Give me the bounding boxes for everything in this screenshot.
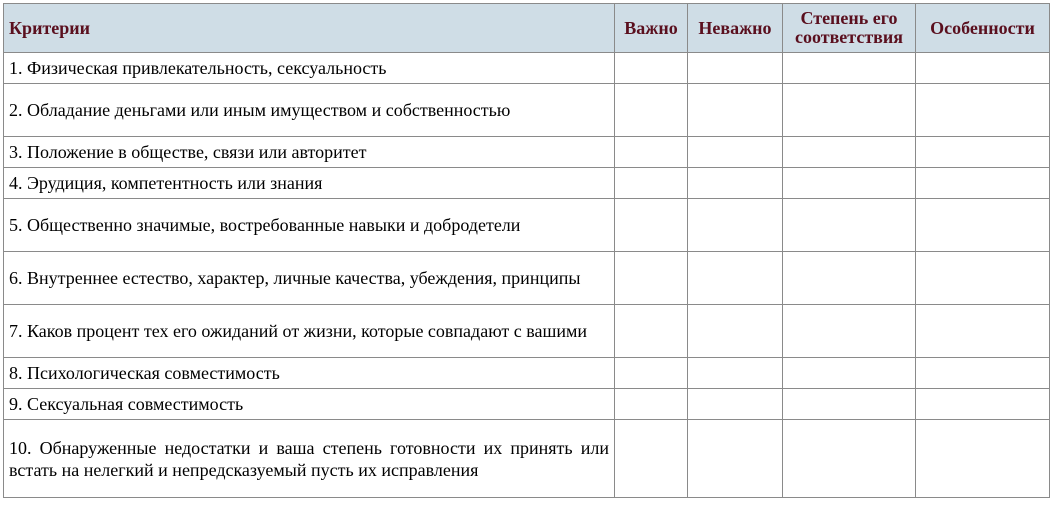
features-cell — [916, 53, 1050, 84]
unimportant-cell — [688, 53, 783, 84]
table-row — [4, 137, 1050, 168]
degree-cell — [783, 84, 916, 137]
degree-cell — [783, 358, 916, 389]
features-cell — [916, 84, 1050, 137]
header-degree-of-match: Степень его соответствия — [783, 4, 916, 53]
unimportant-cell — [688, 358, 783, 389]
unimportant-cell — [688, 137, 783, 168]
unimportant-cell — [688, 168, 783, 199]
important-cell — [615, 137, 688, 168]
table-row — [4, 84, 1050, 137]
important-cell — [615, 53, 688, 84]
criterion-cell: 8. Психологическая совместимость — [4, 358, 615, 389]
table-row — [4, 389, 1050, 420]
features-cell — [916, 168, 1050, 199]
degree-cell — [783, 199, 916, 252]
criterion-cell: 5. Общественно значимые, востребованные навыки и добродетели — [4, 199, 615, 252]
criterion-cell: 10. Обнаруженные недостатки и ваша степень готовности их принять или встать на нелегкий и непредсказуемый пусть их исправления — [4, 420, 615, 498]
features-cell — [916, 305, 1050, 358]
degree-cell — [783, 53, 916, 84]
unimportant-cell — [688, 252, 783, 305]
header-unimportant: Неважно — [688, 4, 783, 53]
important-cell — [615, 358, 688, 389]
degree-cell — [783, 168, 916, 199]
features-cell — [916, 252, 1050, 305]
criterion-cell: 4. Эрудиция, компетентность или знания — [4, 168, 615, 199]
important-cell — [615, 199, 688, 252]
unimportant-cell — [688, 199, 783, 252]
criterion-cell: 6. Внутреннее естество, характер, личные качества, убеждения, принципы — [4, 252, 615, 305]
unimportant-cell — [688, 305, 783, 358]
unimportant-cell — [688, 420, 783, 498]
important-cell — [615, 84, 688, 137]
criterion-cell: 2. Обладание деньгами или иным имуществом и собственностью — [4, 84, 615, 137]
table-row — [4, 53, 1050, 84]
criterion-cell: 1. Физическая привлекательность, сексуальность — [4, 53, 615, 84]
features-cell — [916, 199, 1050, 252]
degree-cell — [783, 137, 916, 168]
header-criteria: Критерии — [4, 4, 615, 53]
table-row — [4, 420, 1050, 498]
important-cell — [615, 389, 688, 420]
criteria-table — [3, 3, 1050, 498]
header-important: Важно — [615, 4, 688, 53]
degree-cell — [783, 420, 916, 498]
table-row — [4, 252, 1050, 305]
table-row — [4, 199, 1050, 252]
unimportant-cell — [688, 84, 783, 137]
criterion-cell: 9. Сексуальная совместимость — [4, 389, 615, 420]
features-cell — [916, 389, 1050, 420]
features-cell — [916, 420, 1050, 498]
unimportant-cell — [688, 389, 783, 420]
degree-cell — [783, 305, 916, 358]
important-cell — [615, 168, 688, 199]
criterion-cell: 3. Положение в обществе, связи или авторитет — [4, 137, 615, 168]
table-row — [4, 358, 1050, 389]
important-cell — [615, 305, 688, 358]
table-row — [4, 168, 1050, 199]
features-cell — [916, 358, 1050, 389]
header-row — [4, 4, 1050, 53]
features-cell — [916, 137, 1050, 168]
important-cell — [615, 252, 688, 305]
degree-cell — [783, 252, 916, 305]
table-row — [4, 305, 1050, 358]
header-features: Особенности — [916, 4, 1050, 53]
criterion-cell: 7. Каков процент тех его ожиданий от жизни, которые совпадают с вашими — [4, 305, 615, 358]
important-cell — [615, 420, 688, 498]
degree-cell — [783, 389, 916, 420]
